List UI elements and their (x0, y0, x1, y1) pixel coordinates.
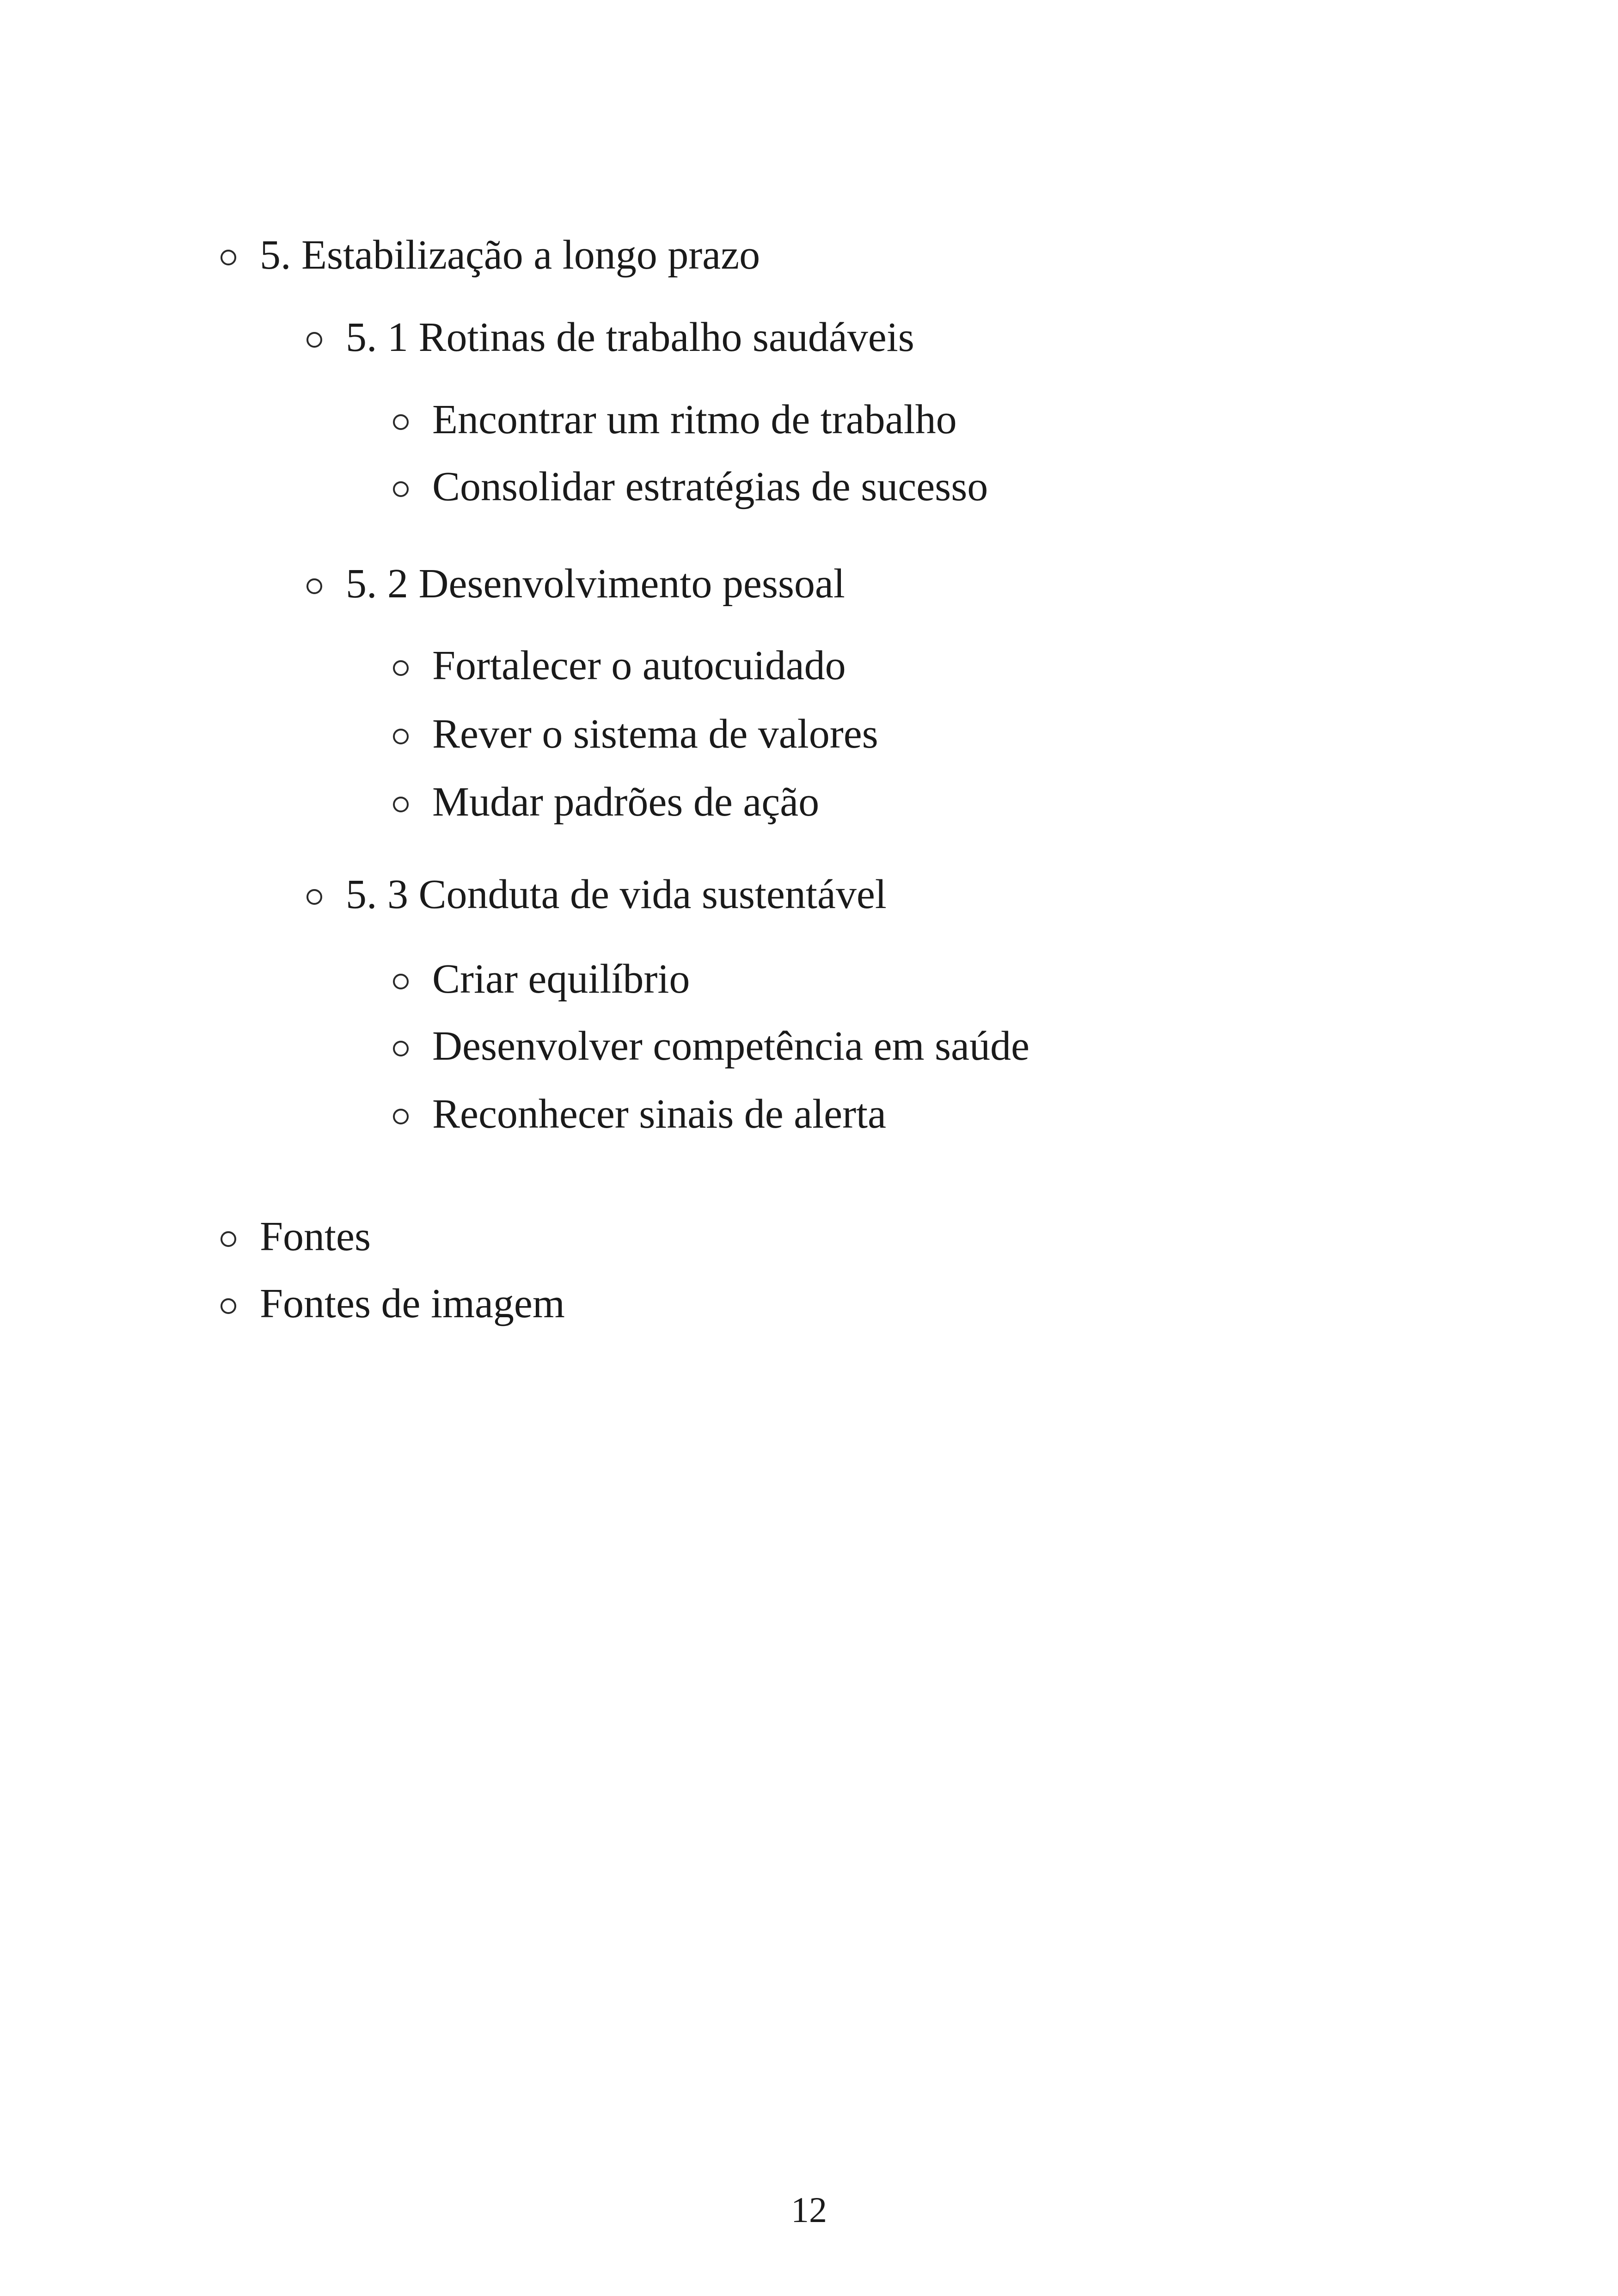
hollow-circle-bullet-icon (393, 729, 409, 744)
page-number: 12 (791, 2190, 827, 2230)
outline-item-5-3-b (432, 1023, 1030, 1069)
outline-item-label: Fontes (260, 1214, 371, 1259)
hollow-circle-bullet-icon (221, 1298, 236, 1314)
outline-item-5-1 (346, 314, 914, 361)
outline-item-5-3 (346, 872, 887, 918)
outline-item-5-2-c (432, 779, 819, 825)
outline-item-label: 5. 3 Conduta de vida sustentável (346, 872, 887, 917)
outline-item-label: Encontrar um ritmo de trabalho (432, 397, 957, 442)
outline-item-label: 5. 2 Desenvolvimento pessoal (346, 561, 845, 607)
outline-item-label: Desenvolver competência em saúde (432, 1023, 1030, 1069)
outline-item-label: 5. 1 Rotinas de trabalho saudáveis (346, 314, 914, 360)
outline-item-5-2-a (432, 643, 846, 689)
outline-item-5-1-b (432, 464, 988, 510)
outline-item-5-2-b (432, 711, 878, 757)
hollow-circle-bullet-icon (221, 1231, 236, 1247)
outline-item-5-3-c (432, 1091, 886, 1137)
hollow-circle-bullet-icon (393, 974, 409, 989)
outline-item-label: 5. Estabilização a longo prazo (260, 232, 760, 278)
hollow-circle-bullet-icon (393, 414, 409, 430)
outline-item-5-3-a (432, 956, 690, 1002)
outline-item-sources (260, 1214, 371, 1260)
hollow-circle-bullet-icon (306, 889, 322, 905)
outline-item-5-2 (346, 561, 845, 607)
outline-item-section-5 (260, 232, 760, 278)
outline-item-label: Fontes de imagem (260, 1281, 565, 1326)
outline-item-5-1-a (432, 397, 957, 443)
hollow-circle-bullet-icon (221, 250, 236, 265)
outline-item-label: Fortalecer o autocuidado (432, 643, 846, 688)
hollow-circle-bullet-icon (306, 332, 322, 348)
outline-item-label: Reconhecer sinais de alerta (432, 1091, 887, 1137)
hollow-circle-bullet-icon (393, 797, 409, 812)
hollow-circle-bullet-icon (393, 481, 409, 497)
outline-item-label: Criar equilíbrio (432, 956, 690, 1002)
outline-item-label: Mudar padrões de ação (432, 779, 820, 825)
outline-item-image-sources (260, 1281, 565, 1327)
hollow-circle-bullet-icon (393, 660, 409, 676)
outline-item-label: Consolidar estratégias de sucesso (432, 464, 988, 510)
hollow-circle-bullet-icon (393, 1109, 409, 1124)
hollow-circle-bullet-icon (306, 578, 322, 594)
outline-item-label: Rever o sistema de valores (432, 711, 878, 757)
hollow-circle-bullet-icon (393, 1041, 409, 1056)
